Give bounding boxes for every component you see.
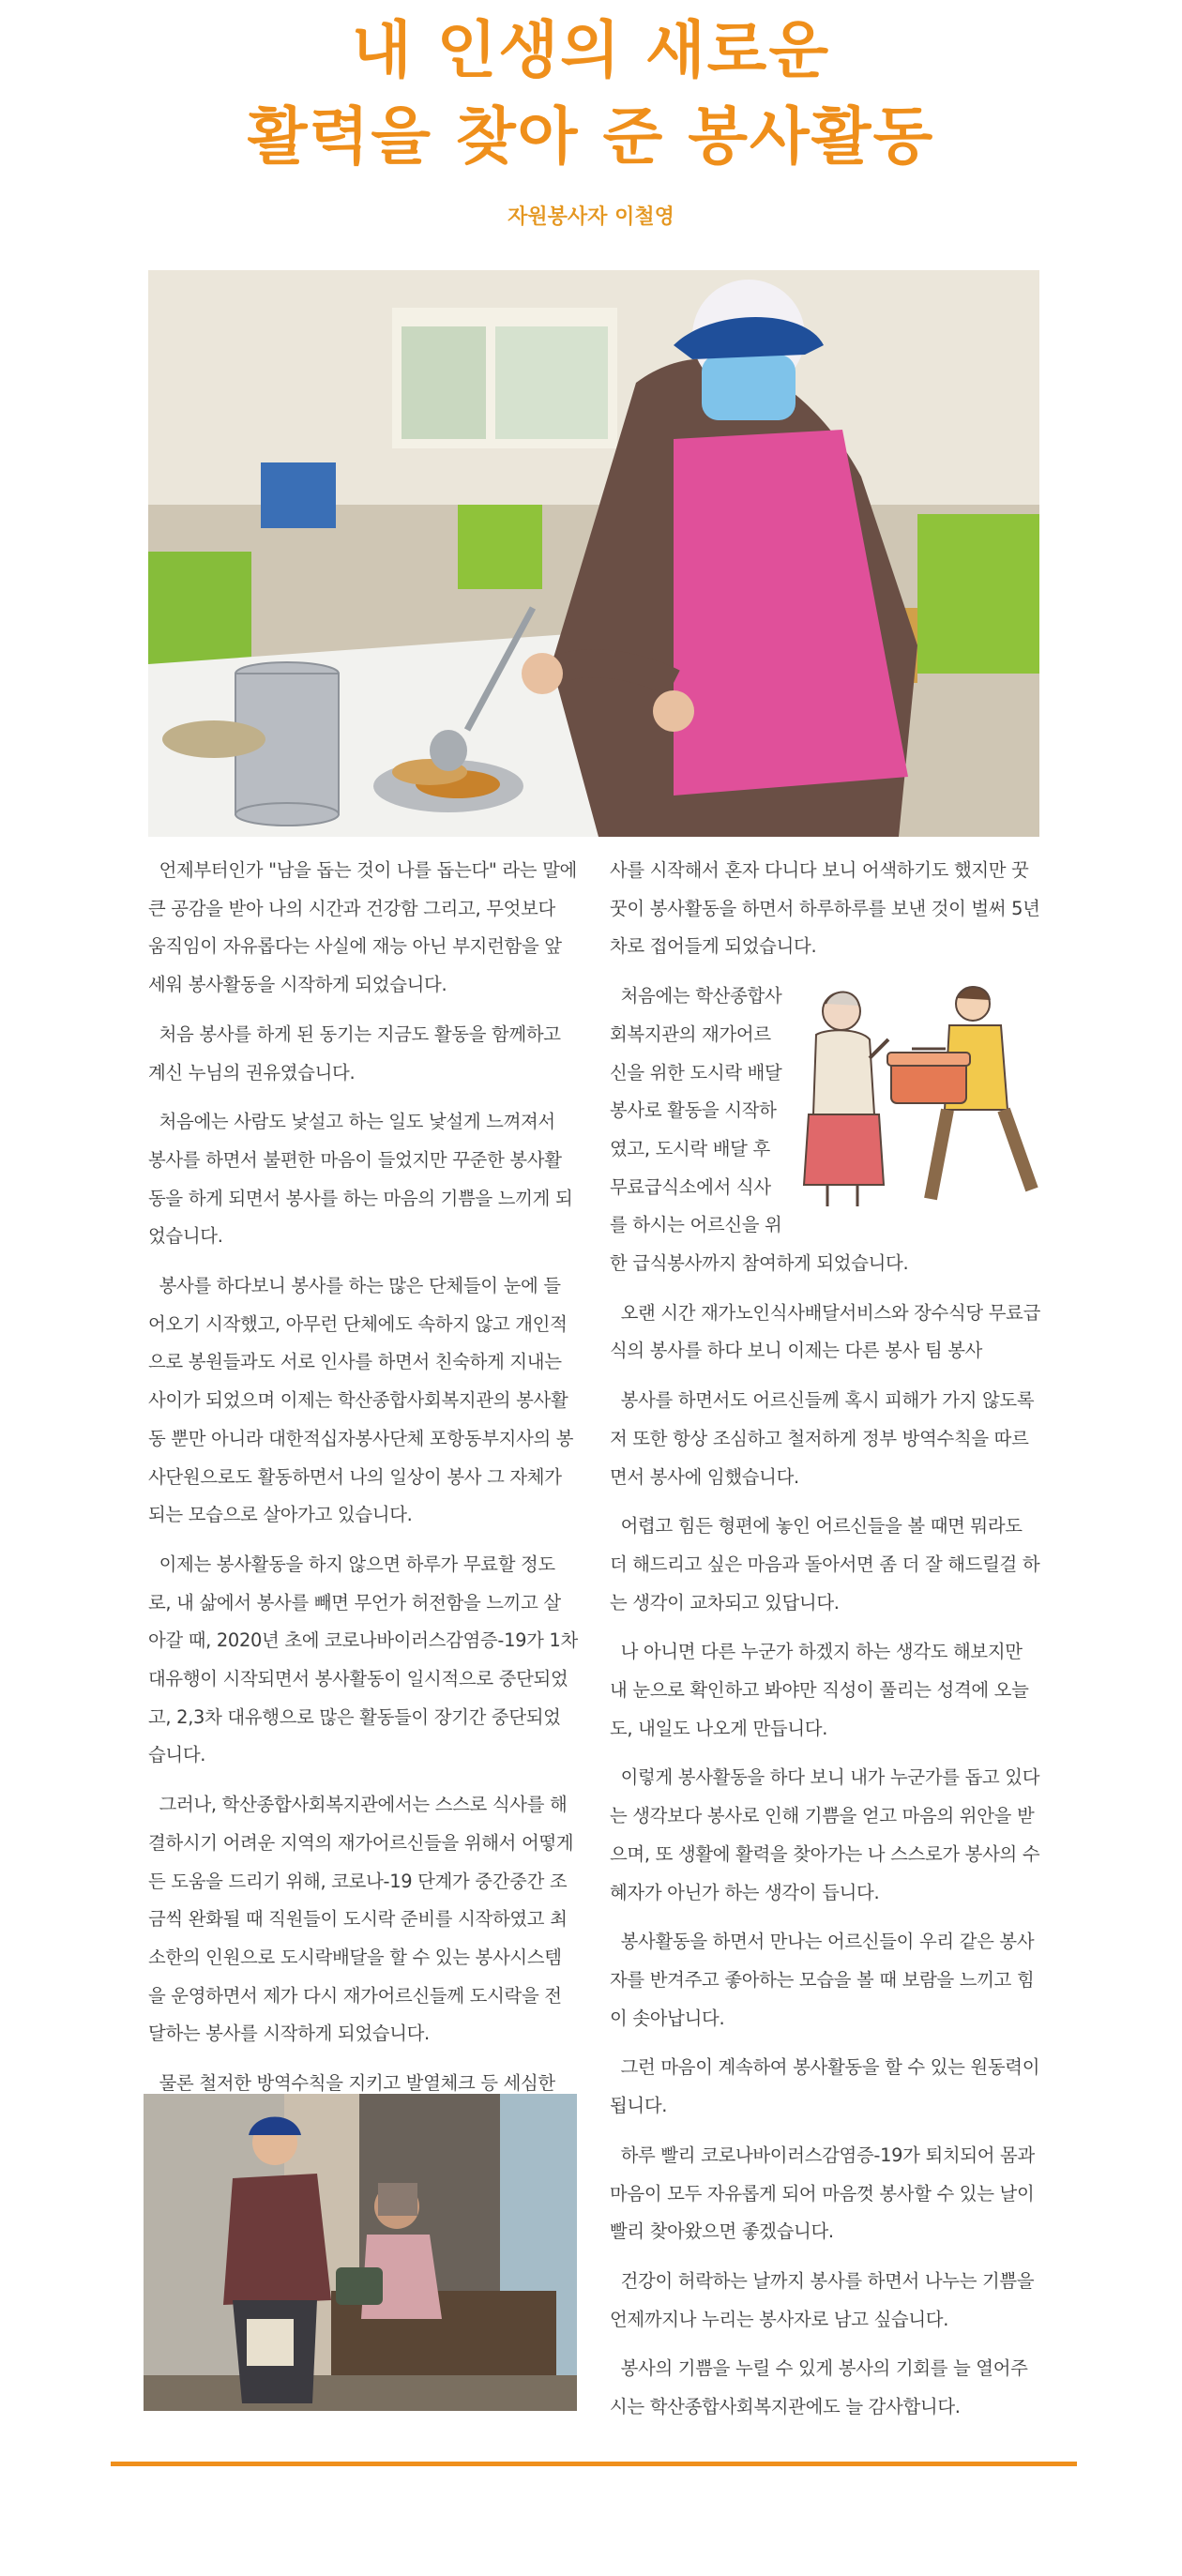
paragraph: 그러나, 학산종합사회복지관에서는 스스로 식사를 해결하시기 어려운 지역의 재가어르신들을 위해서 어떻게든 도움을 드리기 위해, 코로나-19 단계가 중간중간 조금씩 완화될 때 직원들이 도시락 준비를 시작하였고 최소한의 인원으로 도시락배달을 할 수 있는 봉사시스템을 운영하면서 제가 다시 재가어르신들께 도시락을 전달하는 봉사를 시작하게 되었습니다. [148,1794,574,2045]
title-line-2: 활력을 찾아 준 봉사활동 [247,100,935,173]
author-byline: 자원봉사자 이철영 [508,205,674,229]
title-line-1: 내 인생의 새로운 [351,14,831,86]
paragraph: 이렇게 봉사활동을 하다 보니 내가 누군가를 돕고 있다는 생각보다 봉사로 인해 기쁨을 얻고 마음의 위안을 받으며, 또 생활에 활력을 찾아가는 나 스스로가 봉사의 수혜자가 아닌가 하는 생각이 듭니다. [610,1766,1040,1903]
paragraph: 물론 철저한 방역수칙을 지키고 발열체크 등 세심한 [159,2072,555,2095]
paragraph: 어렵고 힘든 형편에 놓인 어르신들을 볼 때면 뭐라도 더 해드리고 싶은 마음과 돌아서면 좀 더 잘 해드릴걸 하는 생각이 교차되고 있답니다. [610,1515,1040,1614]
paragraph: 처음에는 학산종합사회복지관의 재가어르신을 위한 도시락 배달봉사로 활동을 시작하였고, 도시락 배달 후 무료급식소에서 식사를 하시는 어르신을 위한 급식봉사까지 참여하게 되었습니다. [610,985,909,1275]
paragraph: 처음에는 사람도 낯설고 하는 일도 낯설게 느껴져서 봉사를 하면서 불편한 마음이 들었지만 꾸준한 봉사활동을 하게 되면서 봉사를 하는 마음의 기쁨을 느끼게 되었습니다. [148,1111,573,1248]
delivery-illustration [790,983,1056,1218]
paragraph: 나 아니면 다른 누군가 하겠지 하는 생각도 해보지만 내 눈으로 확인하고 봐야만 직성이 풀리는 성격에 오늘도, 내일도 나오게 만듭니다. [610,1641,1029,1739]
paragraph: 건강이 허락하는 날까지 봉사를 하면서 나누는 기쁨을 언제까지나 누리는 봉사자로 남고 싶습니다. [610,2269,1035,2330]
paragraph: 봉사의 기쁨을 누릴 수 있게 봉사의 기회를 늘 열어주시는 학산종합사회복지관에도 늘 감사합니다. [610,2357,1028,2418]
article-body-right-column [610,852,1041,2438]
paragraph: 그런 마음이 계속하여 봉사활동을 할 수 있는 원동력이 됩니다. [610,2056,1040,2117]
main-photo [148,270,1039,837]
paragraph: 오랜 시간 재가노인식사배달서비스와 장수식당 무료급식의 봉사를 하다 보니 이제는 다른 봉사 팀 봉사 [610,1301,1041,1362]
bottom-divider [111,2462,1077,2466]
main-photo-illustration [148,270,1039,837]
paragraph: 처음 봉사를 하게 된 동기는 지금도 활동을 함께하고 계신 누님의 권유였습니다. [148,1023,561,1083]
secondary-photo-illustration [144,2094,577,2411]
paragraph: 언제부터인가 "남을 돕는 것이 나를 돕는다" 라는 말에 큰 공감을 받아 나의 시간과 건강함 그리고, 무엇보다 움직임이 자유롭다는 사실에 재능 아닌 부지런함을 앞세워 봉사활동을 시작하게 되었습니다. [148,859,577,996]
secondary-photo [144,2094,577,2411]
article-title [0,8,1182,180]
article-body-left-column [148,852,578,2153]
paragraph: 이제는 봉사활동을 하지 않으면 하루가 무료할 정도로, 내 삶에서 봉사를 빼면 무언가 허전함을 느끼고 살아갈 때, 2020년 초에 코로나바이러스감염증-19가 1차 대유행이 시작되면서 봉사활동이 일시적으로 중단되었고, 2,3차 대유행으로 많은 활동들이 장기간 중단되었습니다. [148,1553,578,1766]
paragraph: 봉사를 하면서도 어르신들께 혹시 피해가 가지 않도록 저 또한 항상 조심하고 철저하게 정부 방역수칙을 따르면서 봉사에 임했습니다. [610,1389,1035,1488]
paragraph: 하루 빨리 코로나바이러스감염증-19가 퇴치되어 몸과 마음이 모두 자유롭게 되어 마음껏 봉사할 수 있는 날이 빨리 찾아왔으면 좋겠습니다. [610,2144,1035,2243]
paragraph: 사를 시작해서 혼자 다니다 보니 어색하기도 했지만 꿋꿋이 봉사활동을 하면서 하루하루를 보낸 것이 벌써 5년차로 접어들게 되었습니다. [610,859,1040,958]
paragraph: 봉사활동을 하면서 만나는 어르신들이 우리 같은 봉사자를 반겨주고 좋아하는 모습을 볼 때 보람을 느끼고 힘이 솟아납니다. [610,1931,1035,2029]
volunteer-delivering-lunchbox-icon [790,983,1056,1218]
paragraph: 봉사를 하다보니 봉사를 하는 많은 단체들이 눈에 들어오기 시작했고, 아무런 단체에도 속하지 않고 개인적으로 봉원들과도 서로 인사를 하면서 친숙하게 지내는 사이가 되었으며 이제는 학산종합사회복지관의 봉사활동 뿐만 아니라 대한적십자봉사단체 포항동부지사의 봉사단원으로도 활동하면서 나의 일상이 봉사 그 자체가 되는 모습으로 살아가고 있습니다. [148,1275,574,1526]
